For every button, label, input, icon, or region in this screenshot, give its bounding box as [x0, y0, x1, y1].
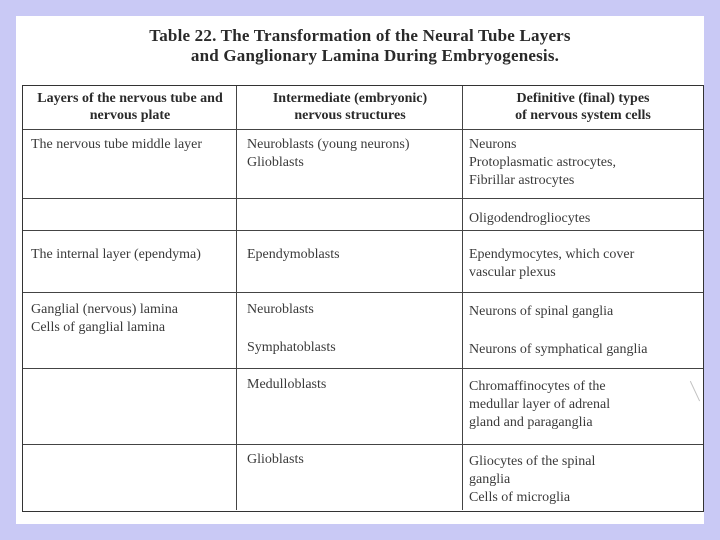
- cell-middle-layer: The nervous tube middle layer: [31, 137, 203, 152]
- row-divider: [23, 292, 703, 293]
- cell-ependymocytes: Ependymocytes, which cover vascular plexus: [469, 247, 635, 280]
- cell-symphatical-ganglia-neurons: Neurons of symphatical ganglia: [469, 342, 648, 357]
- title-line-2: and Ganglionary Lamina During Embryogenesis.: [190, 46, 560, 65]
- table-title: [16, 26, 704, 66]
- header-layers: Layers of the nervous tube and nervous plate: [37, 91, 223, 123]
- title-line-1: Table 22. The Transformation of the Neural Tube Layers: [149, 26, 571, 45]
- cell-chromaffinocytes: Chromaffinocytes of the medullar layer of adrenal gland and paraganglia: [469, 379, 611, 430]
- cell-neurons-astrocytes: Neurons Protoplasmatic astrocytes, Fibrillar astrocytes: [469, 137, 616, 188]
- header-intermediate: Intermediate (embryonic) nervous structures: [272, 91, 428, 123]
- cell-ependymoblasts: Ependymoblasts: [247, 247, 340, 262]
- cell-ganglial-lamina: Ganglial (nervous) lamina Cells of ganglial lamina: [31, 302, 178, 335]
- cell-internal-layer: The internal layer (ependyma): [31, 247, 201, 262]
- row-divider: [23, 368, 703, 369]
- transformation-table: [22, 85, 704, 512]
- column-divider: [462, 86, 463, 510]
- cell-glioblasts: Glioblasts: [247, 452, 304, 467]
- cell-medulloblasts: Medulloblasts: [247, 377, 327, 392]
- header-row-divider: [23, 129, 703, 130]
- cell-symphatoblasts: Symphatoblasts: [247, 340, 336, 355]
- header-definitive: Definitive (final) types of nervous system cells: [515, 91, 651, 123]
- cell-neuroblasts: Neuroblasts: [247, 302, 314, 317]
- row-divider: [23, 444, 703, 445]
- row-divider: [23, 198, 703, 199]
- cell-oligodendrogliocytes: Oligodendrogliocytes: [469, 211, 591, 226]
- cell-spinal-ganglia-neurons: Neurons of spinal ganglia: [469, 304, 614, 319]
- column-divider: [236, 86, 237, 510]
- cell-gliocytes-microglia: Gliocytes of the spinal ganglia Cells of microglia: [469, 454, 596, 505]
- cell-neuroblasts-glioblasts: Neuroblasts (young neurons) Glioblasts: [247, 137, 410, 170]
- row-divider: [23, 230, 703, 231]
- slide-page: [16, 16, 704, 524]
